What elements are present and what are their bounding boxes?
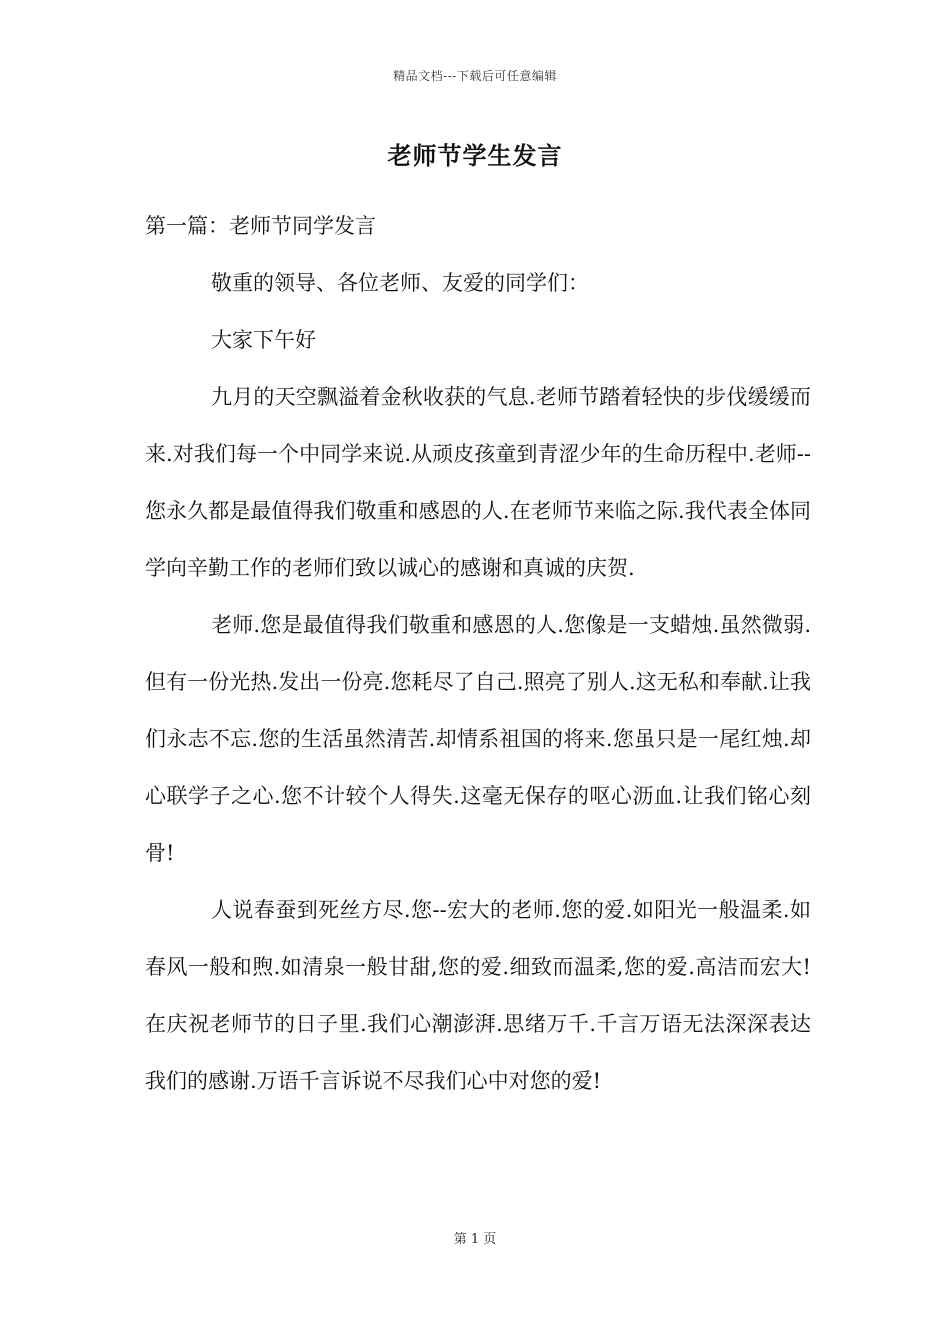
body-paragraph: 九月的天空飘溢着金秋收获的气息.老师节踏着轻快的步伐缓缓而来.对我们每一个中同学来说.从顽皮孩童到青涩少年的生命历程中.老师--您永久都是最值得我们敬重和感恩的人.在老师节来临之际.我代表全体同学向辛勤工作的老师们致以诚心的感谢和真诚的庆贺. bbox=[145, 385, 811, 580]
salutation: 敬重的领导、各位老师、友爱的同学们： bbox=[211, 271, 589, 295]
page-header: 精品文档---下载后可任意编辑 bbox=[393, 69, 557, 83]
section-heading: 第一篇：老师节同学发言 bbox=[145, 214, 376, 238]
body-paragraph: 老师.您是最值得我们敬重和感恩的人.您像是一支蜡烛.虽然微弱.但有一份光热.发出一份亮.您耗尽了自己.照亮了别人.这无私和奉献.让我们永志不忘.您的生活虽然清苦.却情系祖国的将来.您虽只是一尾红烛.却心联学子之心.您不计较个人得失.这毫无保存的呕心沥血.让我们铭心刻骨! bbox=[145, 613, 811, 865]
body-paragraph: 人说春蚕到死丝方尽.您--宏大的老师.您的爱.如阳光一般温柔.如春风一般和煦.如清泉一般甘甜,您的爱.细致而温柔,您的爱.高洁而宏大!在庆祝老师节的日子里.我们心潮澎湃.思绪万千.千言万语无法深深表达我们的感谢.万语千言诉说不尽我们心中对您的爱! bbox=[145, 898, 811, 1093]
document-body bbox=[145, 198, 811, 1110]
document-title: 老师节学生发言 bbox=[387, 141, 563, 170]
greeting: 大家下午好 bbox=[211, 328, 316, 352]
page-number: 第 1 页 bbox=[453, 1232, 497, 1247]
